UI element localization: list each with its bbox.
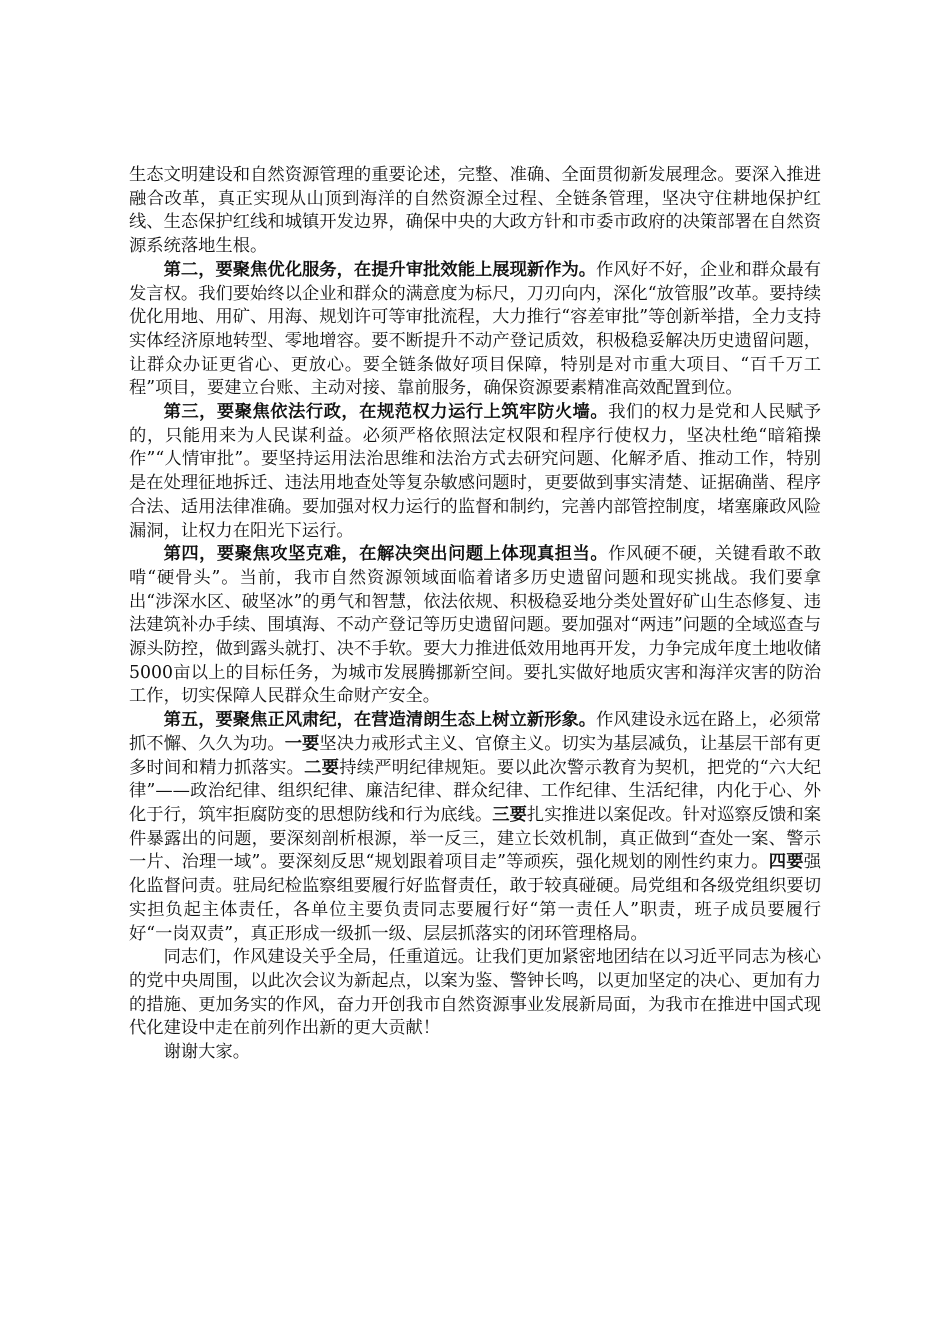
paragraph-text: 持续严明纪律规矩。要以此次警示教育为契机，把党的“六大纪律”——政治纪律、组织纪律、廉洁纪律、群众纪律、工作纪律、生活纪律，内化于心、外化于行，筑牢拒腐防变的思想防线和行为底线。 xyxy=(129,757,821,825)
sub-point-marker: 三要 xyxy=(492,804,527,825)
paragraph-thanks xyxy=(129,1041,821,1065)
paragraph-text: 扎实推进以案促改。针对巡察反馈和案件暴露出的问题，要深刻剖析根源，举一反三，建立长效机制，真正做到“查处一案、警示一片、治理一域”。要深刻反思“规划跟着项目走”等顽疾，强化规划的刚性约束力。 xyxy=(129,804,821,873)
paragraph-heading: 第五，要聚焦正风肃纪，在营造清朗生态上树立新形象。 xyxy=(163,710,597,731)
paragraph-text: 同志们，作风建设关乎全局，任重道远。让我们更加紧密地团结在以习近平同志为核心的党中央周围，以此次会议为新起点，以案为鉴、警钟长鸣，以更加坚定的决心、更加有力的措施、更加务实的作风，奋力开创我市自然资源事业发展新局面，为我市在推进中国式现代化建设中走在前列作出新的更大贡献！ xyxy=(129,947,821,1039)
paragraph-text: 坚决力戒形式主义、官僚主义。切实为基层减负，让基层干部有更多时间和精力抓落实。 xyxy=(129,733,821,778)
sub-point-marker: 二要 xyxy=(304,757,340,778)
paragraph-point-five xyxy=(129,709,821,946)
paragraph-text: 我们的权力是党和人民赋予的，只能用来为人民谋利益。必须严格依照法定权限和程序行使权力，坚决杜绝“暗箱操作”“人情审批”。要坚持运用法治思维和法治方式去研究问题、化解矛盾、推动工作，特别是在处理征地拆迁、违法用地查处等复杂敏感问题时，更要做到事实清楚、证据确凿、程序合法、适用法律准确。要加强对权力运行的监督和制约，完善内部管控制度，堵塞廉政风险漏洞，让权力在阳光下运行。 xyxy=(129,402,821,541)
paragraph-closing xyxy=(129,946,821,1041)
paragraph-text: 作风好不好，企业和群众最有发言权。我们要始终以企业和群众的满意度为标尺，刀刃向内，深化“放管服”改革。要持续优化用地、用矿、用海、规划许可等审批流程，大力推行“容差审批”等创新举措，全力支持实体经济原地转型、零地增容。要不断提升不动产登记质效，积极稳妥解决历史遗留问题，让群众办证更省心、更放心。要全链条做好项目保障，特别是对市重大项目、“百千万工程”项目，要建立台账、主动对接、靠前服务，确保资源要素精准高效配置到位。 xyxy=(129,259,821,399)
paragraph-point-two xyxy=(129,259,821,401)
document-page xyxy=(129,164,821,1065)
paragraph-text: 作风硬不硬，关键看敢不敢啃“硬骨头”。当前，我市自然资源领域面临着诸多历史遗留问题和现实挑战。我们要拿出“涉深水区、破坚冰”的勇气和智慧，依法依规、积极稳妥地分类处置好矿山生态修复、违法建筑补办手续、围填海、不动产登记等历史遗留问题。要加强对“两违”问题的全域巡查与源头防控，做到露头就打、决不手软。要大力推进低效用地再开发，力争完成年度土地收储5000亩以上的目标任务，为城市发展腾挪新空间。要扎实做好地质灾害和海洋灾害的防治工作，切实保障人民群众生命财产安全。 xyxy=(129,544,821,707)
paragraph-text: 强化监督问责。驻局纪检监察组要履行好监督责任，敢于较真碰硬。局党组和各级党组织要切实担负起主体责任，各单位主要负责同志要履行好“第一责任人”职责，班子成员要履行好“一岗双责”，真正形成一级抓一级、层层抓落实的闭环管理格局。 xyxy=(129,852,821,944)
paragraph-text: 谢谢大家。 xyxy=(163,1042,251,1063)
paragraph-intro-continuation xyxy=(129,164,821,259)
paragraph-text: 作风建设永远在路上，必须常抓不懈、久久为功。 xyxy=(129,710,821,754)
paragraph-heading: 第二，要聚焦优化服务，在提升审批效能上展现新作为。 xyxy=(163,259,597,280)
paragraph-heading: 第三，要聚焦依法行政，在规范权力运行上筑牢防火墙。 xyxy=(163,402,609,423)
paragraph-heading: 第四，要聚焦攻坚克难，在解决突出问题上体现真担当。 xyxy=(163,544,609,565)
paragraph-point-three xyxy=(129,401,821,543)
paragraph-point-four xyxy=(129,543,821,709)
paragraph-text: 生态文明建设和自然资源管理的重要论述，完整、准确、全面贯彻新发展理念。要深入推进融合改革，真正实现从山顶到海洋的自然资源全过程、全链条管理，坚决守住耕地保护红线、生态保护红线和城镇开发边界，确保中央的大政方针和市委市政府的决策部署在自然资源系统落地生根。 xyxy=(129,165,821,257)
sub-point-marker: 一要 xyxy=(284,733,320,754)
sub-point-marker: 四要 xyxy=(768,852,804,873)
